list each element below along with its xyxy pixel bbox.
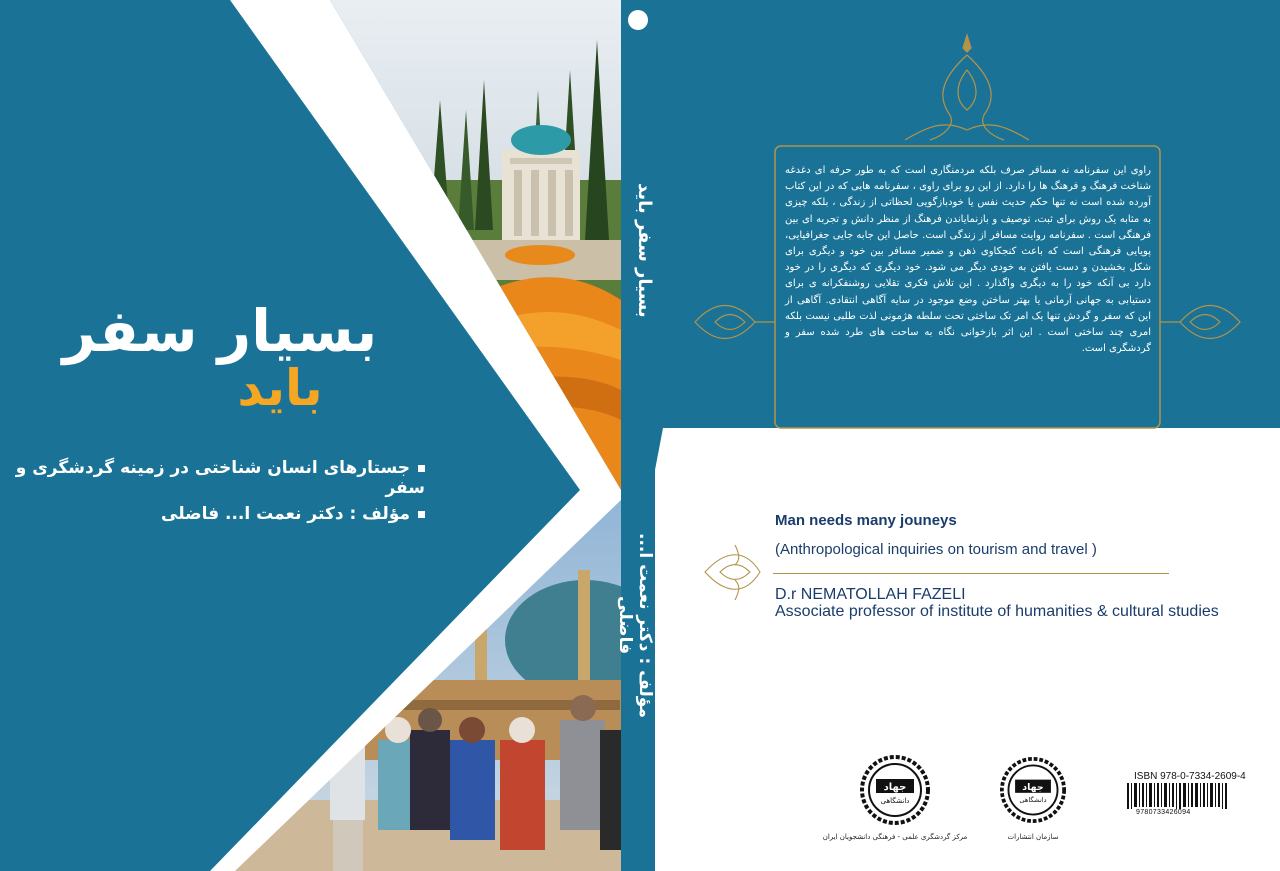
bullet-square-icon bbox=[418, 465, 425, 472]
front-subtitle-text: جستارهای انسان شناختی در زمینه گردشگری و سفر bbox=[15, 458, 425, 498]
english-title: Man needs many jouneys bbox=[775, 512, 957, 529]
logo1-sub: دانشگاهی bbox=[880, 797, 910, 805]
back-description: راوی این سفرنامه نه مسافر صرف بلکه مردمنگاری است که به طور حرفه ای دغدغه شناخت فرهنگ و فرهنگ ها را دارد. از این رو برای راوی ، سفرنامه هایی که در این کتاب آورده شده است نه تنها حکم حدیث نفس یا خودبازگویی لحظاتی از زندگی ، بلکه چیزی به مثابه یک روش برای ثبت، توصیف و بازنمایاندن فرهنگ از منظر دانش و تجربه ای بین فرهنگی است . سفرنامه روایت مسافر از زندگی است. حاصل این جابه جایی جغرافیایی، پویایی فرهنگی است که باعث کنجکاوی ذهن و ضمیر مسافر بین خود و دیگری برای شکل بخشیدن و دست یافتن به خودی دیگر می شود. خود دیگری که دیگری را در خود دارد بی آنکه خود را به دیگری واگذارد . این تلاش فکری تقلایی روشنفکرانه ی برای دستیابی به جهانی آرمانی یا بهتر ساختن وضع موجود در سایه آگاهی انتقادی. آگاهی از این که سفر و گردش تنها یک امر تک ساختی تحت سلطه هژمونی لذت طلبی نیست بلکه امری چند ساختی است . این اثر بازخوانی نگاه به ساحت های طرد شده سفر و گردشگری است. bbox=[785, 165, 1151, 355]
back-cover-artwork bbox=[655, 0, 1280, 871]
english-author: D.r NEMATOLLAH FAZELI bbox=[775, 586, 966, 603]
english-divider bbox=[773, 573, 1169, 574]
front-title-line2: باید bbox=[237, 359, 323, 417]
front-author bbox=[5, 504, 425, 524]
publisher-logo-icon bbox=[628, 10, 648, 30]
logo2-sub: دانشگاهی bbox=[1019, 796, 1047, 805]
spine-author: مؤلف : دکتر نعمت ا... فاضلی bbox=[615, 532, 655, 718]
spine-title: بسیار سفر باید bbox=[634, 182, 655, 318]
isbn-label: ISBN 978-0-7334-2609-4 bbox=[1134, 771, 1246, 782]
logo2-caption: سازمان انتشارات bbox=[1007, 833, 1059, 841]
back-cover bbox=[655, 0, 1280, 871]
front-title bbox=[60, 297, 380, 417]
front-subtitle bbox=[5, 458, 425, 498]
front-author-text: مؤلف : دکتر نعمت ا... فاضلی bbox=[161, 504, 410, 524]
logo2-text: جهاد bbox=[1022, 782, 1044, 793]
logo1-text: جهاد bbox=[883, 782, 907, 793]
english-affiliation: Associate professor of institute of humanities & cultural studies bbox=[775, 603, 1219, 620]
front-cover-artwork bbox=[0, 0, 621, 871]
logo1-caption: مرکز گردشگری علمی - فرهنگی دانشجویان ایران bbox=[822, 833, 968, 841]
front-cover bbox=[0, 0, 621, 871]
english-subtitle: (Anthropological inquiries on tourism and travel ) bbox=[775, 541, 1097, 558]
ornament-english-icon bbox=[705, 545, 760, 600]
bullet-square-icon bbox=[418, 511, 425, 518]
book-spine bbox=[615, 0, 655, 871]
jahad-logo-2-icon bbox=[1000, 757, 1066, 823]
barcode-number: 9780733426094 bbox=[1136, 809, 1191, 816]
jahad-logo-1-icon bbox=[860, 755, 930, 825]
front-title-line1: بسیار سفر bbox=[62, 297, 378, 365]
